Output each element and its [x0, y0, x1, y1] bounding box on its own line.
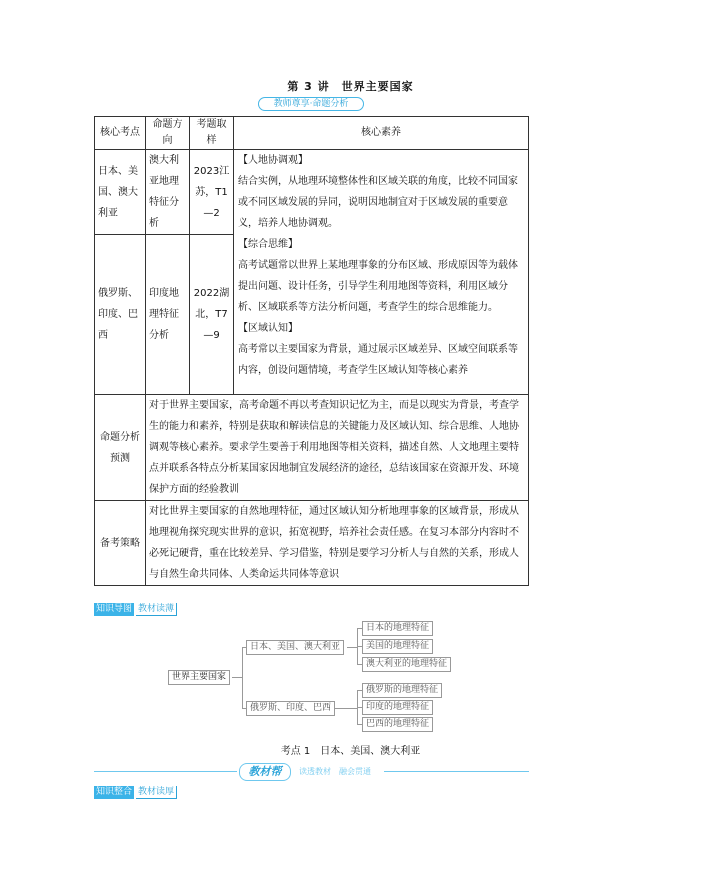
- literacy-text: 高考常以主要国家为背景，通过展示区域差异、区域空间联系等内容，创设问题情境，考查学生区域认知等核心素养: [238, 344, 518, 376]
- mindmap-branch: 俄罗斯、印度、巴西: [246, 701, 335, 716]
- table-row: [95, 150, 529, 235]
- mindmap-leaf: 印度的地理特征: [362, 700, 433, 715]
- header-direction: 命题方向: [146, 117, 190, 150]
- teacher-tag: 教师尊享·命题分析: [258, 97, 364, 111]
- knowledge-integration-tag: 知识整合 教材读厚: [94, 786, 177, 799]
- table-row: [95, 395, 529, 501]
- cell-sample: 2023江苏，T1—2: [190, 150, 234, 235]
- cell-point: 日本、美国、澳大利亚: [95, 150, 146, 235]
- mindmap-leaf: 日本的地理特征: [362, 621, 433, 636]
- strategy-text: 对比世界主要国家的自然地理特征，通过区域认知分析地理事象的区域背景，形成从地理视角探究现实世界的意识，拓宽视野，培养社会责任感。在复习本部分内容时不必死记硬背，重在比较差异、学习借鉴，特别是要学习分析人与自然的关系，形成人与自然生命共同体、人类命运共同体等意识: [146, 501, 529, 586]
- mindmap-branch: 日本、美国、澳大利亚: [246, 640, 344, 655]
- mindmap-leaf: 美国的地理特征: [362, 639, 433, 654]
- knowledge-map-tag: 知识导图 教材读薄: [94, 603, 177, 616]
- literacy-text: 高考试题常以世界上某地理事象的分布区域、形成原因等为载体提出问题、设计任务，引导学生利用地图等资料，利用区域分析、区域联系等方法分析问题，考查学生的综合思维能力。: [238, 260, 518, 313]
- mindmap-leaf: 澳大利亚的地理特征: [362, 657, 451, 672]
- cell-point: 俄罗斯、印度、巴西: [95, 235, 146, 395]
- cell-sample: 2022湖北，T7—9: [190, 235, 234, 395]
- literacy-text: 结合实例，从地理环境整体性和区域关联的角度，比较不同国家或不同区域发展的异同，说明因地制宜对于区域发展的重要意义，培养人地协调观。: [238, 176, 518, 229]
- mindmap-leaf: 巴西的地理特征: [362, 717, 433, 732]
- cell-direction: 印度地理特征分析: [146, 235, 190, 395]
- textbook-banner: [94, 763, 529, 781]
- analysis-table: [94, 116, 529, 586]
- header-point: 核心考点: [95, 117, 146, 150]
- forecast-text: 对于世界主要国家，高考命题不再以考查知识记忆为主，而是以现实为背景，考查学生的能力和素养，特别是获取和解读信息的关键能力及区域认知、综合思维、人地协调观等核心素养。要求学生要善于利用地图等相关资料，描述自然、人文地理主要特点并联系各特点分析某国家因地制宜发展经济的途径，总结该国家在资源开发、环境保护方面的经验教训: [146, 395, 529, 501]
- strategy-label: 备考策略: [95, 501, 146, 586]
- mindmap-leaf: 俄罗斯的地理特征: [362, 683, 442, 698]
- header-literacy: 核心素养: [234, 117, 529, 150]
- literacy-heading: 【人地协调观】: [238, 155, 308, 166]
- banner-logo: 教材帮: [239, 763, 291, 781]
- literacy-heading: 【区域认知】: [238, 323, 298, 334]
- forecast-label: 命题分析预测: [95, 395, 146, 501]
- mindmap-root: 世界主要国家: [168, 670, 230, 685]
- header-sample: 考题取样: [190, 117, 234, 150]
- banner-slogan: 读透教材 融会贯通: [299, 767, 371, 776]
- cell-direction: 澳大利亚地理特征分析: [146, 150, 190, 235]
- cell-literacy: [234, 150, 529, 395]
- table-header-row: [95, 117, 529, 150]
- table-row: [95, 501, 529, 586]
- literacy-heading: 【综合思维】: [238, 239, 298, 250]
- kaodian-heading: 考点 1 日本、美国、澳大利亚: [280, 746, 421, 757]
- lesson-title: 第 3 讲 世界主要国家: [287, 80, 414, 93]
